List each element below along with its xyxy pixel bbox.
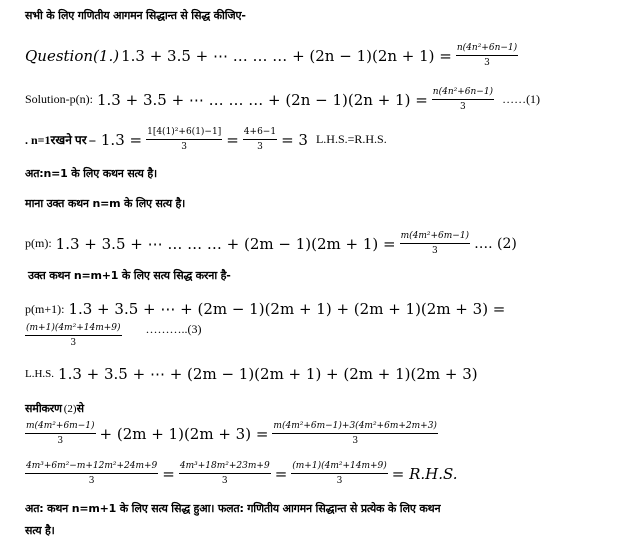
fraction-denominator: 3 bbox=[484, 58, 490, 68]
base-case-fraction-1 bbox=[146, 126, 222, 153]
equals-sign: = bbox=[226, 130, 239, 149]
to-prove-text: उक्त कथन n=m+1 के लिए सत्य सिद्ध करना है- bbox=[28, 269, 231, 282]
solution-equation bbox=[25, 86, 540, 113]
step2-fraction-1 bbox=[25, 460, 158, 487]
fraction-denominator: 3 bbox=[460, 102, 466, 112]
fraction-numerator: m(4m²+6m−1) bbox=[400, 230, 471, 244]
fraction-numerator: m(4m²+6m−1)+3(4m²+6m+2m+3) bbox=[272, 420, 438, 434]
fraction-numerator: 4m³+18m²+23m+9 bbox=[179, 460, 271, 474]
lhs-expression: 1.3 + 3.5 + ⋯ + (2m − 1)(2m + 1) + (2m + 1)(2m + 3) bbox=[58, 365, 478, 383]
pm1-label: p(m+1): bbox=[25, 301, 65, 316]
conclusion-line-1: अत: कथन n=m+1 के लिए सत्य सिद्ध हुआ। फलत: गणितीय आगमन सिद्धान्त से प्रत्येक के लिए कथन bbox=[25, 502, 441, 515]
question-rhs-fraction bbox=[456, 42, 518, 69]
fraction-denominator: 3 bbox=[221, 476, 228, 486]
lhs-line bbox=[25, 365, 478, 383]
base-case-line bbox=[25, 126, 387, 153]
step2-fraction-2 bbox=[179, 460, 271, 487]
pm1-lhs: 1.3 + 3.5 + ⋯ + (2m − 1)(2m + 1) + (2m + 1)(2m + 3) = bbox=[68, 300, 506, 318]
fraction-numerator: 1[4(1)²+6(1)−1] bbox=[146, 126, 222, 140]
fraction-numerator: n(4n²+6n−1) bbox=[456, 42, 518, 56]
fraction-numerator: 4m³+6m²−m+12m²+24m+9 bbox=[25, 460, 158, 474]
pm-label: p(m): bbox=[25, 236, 52, 250]
rhs-result: = R.H.S. bbox=[391, 464, 458, 483]
step1-middle: + (2m + 1)(2m + 3) = bbox=[99, 424, 269, 443]
base-case-fraction-2 bbox=[243, 126, 277, 153]
fraction-numerator: (m+1)(4m²+14m+9) bbox=[291, 460, 388, 474]
fraction-numerator: m(4m²+6m−1) bbox=[25, 420, 96, 434]
lhs-label: L.H.S. bbox=[25, 368, 55, 380]
fraction-denominator: 3 bbox=[431, 246, 438, 256]
solution-label: Solution-p(n): bbox=[25, 92, 93, 106]
equation-reference-1: ……(1) bbox=[502, 92, 541, 106]
base-case-result: = 3 bbox=[281, 130, 308, 149]
question-label: Question(1.) bbox=[25, 46, 120, 65]
step1-equation bbox=[25, 420, 438, 447]
fraction-denominator: 3 bbox=[57, 436, 64, 446]
from-eq-ref: (2) bbox=[63, 402, 77, 415]
step2-equation bbox=[25, 460, 458, 487]
pm-lhs: 1.3 + 3.5 + ⋯ … … … + (2m − 1)(2m + 1) = bbox=[55, 234, 396, 253]
equals-sign: = bbox=[162, 464, 175, 483]
pm1-rhs-fraction bbox=[25, 322, 122, 349]
fraction-denominator: 3 bbox=[352, 436, 359, 446]
pm-rhs-fraction bbox=[400, 230, 471, 257]
fraction-denominator: 3 bbox=[257, 142, 263, 152]
fraction-numerator: (m+1)(4m²+14m+9) bbox=[25, 322, 122, 336]
from-eq-suffix: से bbox=[76, 402, 84, 415]
pm1-equation bbox=[25, 300, 505, 318]
question-equation bbox=[25, 42, 518, 69]
solution-rhs-fraction bbox=[432, 86, 494, 113]
step1-fraction-1 bbox=[25, 420, 96, 447]
base-case-lhs: – 1.3 = bbox=[88, 130, 143, 149]
conclusion-line-2: सत्य है। bbox=[25, 524, 55, 537]
from-equation-2 bbox=[25, 401, 84, 416]
solution-lhs: 1.3 + 3.5 + ⋯ … … … + (2n − 1)(2n + 1) = bbox=[97, 90, 428, 109]
lhs-equals-rhs: L.H.S.=R.H.S. bbox=[315, 132, 387, 146]
fraction-numerator: n(4n²+6n−1) bbox=[432, 86, 494, 100]
page-heading: सभी के लिए गणितीय आगमन सिद्धान्त से सिद्ध कीजिए- bbox=[25, 9, 246, 22]
fraction-denominator: 3 bbox=[88, 476, 95, 486]
fraction-denominator: 3 bbox=[70, 338, 77, 348]
from-eq-word: समीकरण bbox=[25, 402, 62, 415]
assumption-text: माना उक्त कथन n=m के लिए सत्य है। bbox=[25, 197, 186, 210]
fraction-denominator: 3 bbox=[181, 142, 188, 152]
equation-reference-2: …. (2) bbox=[474, 235, 517, 252]
fraction-denominator: 3 bbox=[336, 476, 343, 486]
step1-fraction-2 bbox=[272, 420, 438, 447]
fraction-numerator: 4+6−1 bbox=[243, 126, 277, 140]
equals-sign: = bbox=[274, 464, 288, 483]
question-lhs: 1.3 + 3.5 + ⋯ … … … + (2n − 1)(2n + 1) = bbox=[121, 46, 452, 65]
step2-fraction-3 bbox=[291, 460, 388, 487]
pm-equation bbox=[25, 230, 517, 257]
equation-reference-3: ………..(3) bbox=[145, 322, 202, 336]
true-for-n1-text: अत:n=1 के लिए कथन सत्य है। bbox=[25, 167, 157, 180]
pm1-rhs-line bbox=[25, 322, 202, 349]
base-case-prefix: . n=1रखने पर bbox=[25, 133, 87, 147]
